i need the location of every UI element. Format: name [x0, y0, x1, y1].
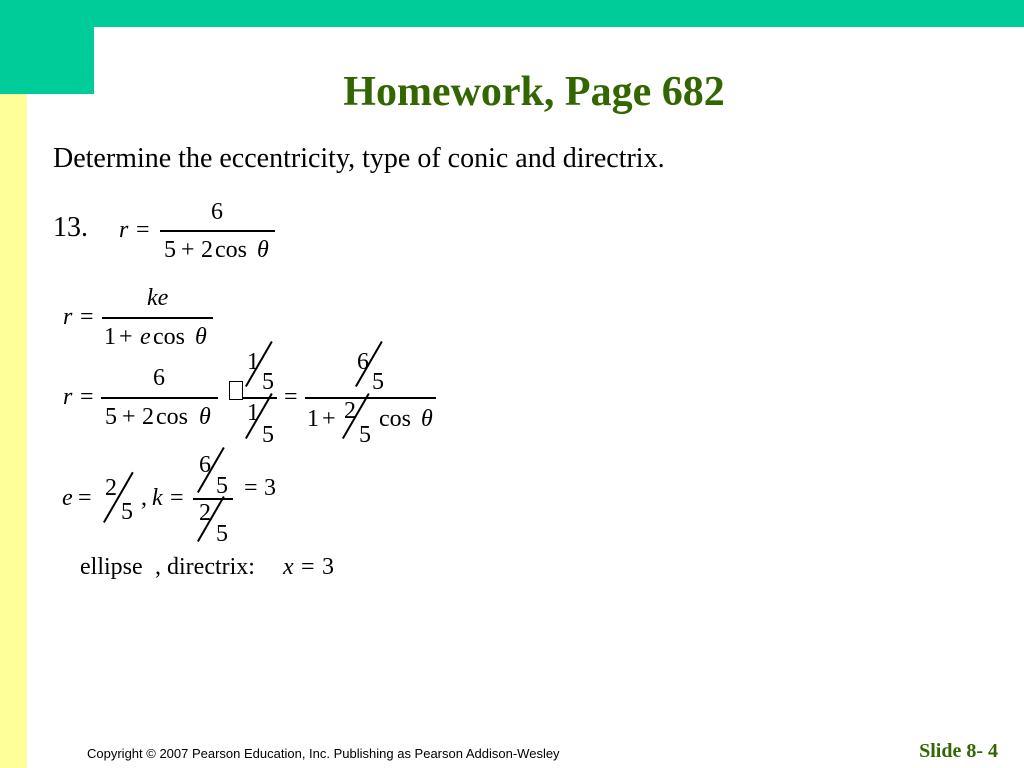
- numerator: 6: [211, 199, 223, 225]
- e-denominator-5: 5: [121, 499, 133, 525]
- copyright-footer: Copyright © 2007 Pearson Education, Inc. Publishing as Pearson Addison-Wesley: [87, 746, 560, 761]
- inner-numerator-1: 1: [247, 349, 259, 375]
- plus-sign: +: [119, 324, 133, 350]
- theta: θ: [257, 237, 269, 263]
- denominator-5: 5: [164, 237, 176, 263]
- k-numerator-6: 6: [199, 452, 211, 478]
- plus-sign: +: [322, 406, 336, 432]
- e-numerator-2: 2: [105, 475, 117, 501]
- inner-denominator-5: 5: [262, 369, 274, 395]
- slide-number: Slide 8- 4: [919, 740, 998, 762]
- inner-denominator-5: 5: [262, 422, 274, 448]
- cos-text: cos: [215, 237, 247, 263]
- equals-sign: =: [301, 554, 315, 580]
- equals-sign: =: [78, 485, 92, 511]
- var-e: e: [62, 485, 73, 511]
- slide-title: Homework, Page 682: [343, 69, 725, 115]
- coefficient-2: 2: [201, 237, 213, 263]
- multiply-symbol: [229, 381, 243, 400]
- k-result-3: 3: [264, 475, 276, 501]
- conic-type: ellipse: [80, 554, 143, 580]
- var-e: e: [140, 324, 151, 350]
- directrix-label: , directrix:: [155, 554, 255, 580]
- inner-denominator-5: 5: [359, 422, 371, 448]
- directrix-value: 3: [322, 554, 334, 580]
- k-den-denominator-5: 5: [216, 521, 228, 547]
- equals-sign: =: [244, 475, 258, 501]
- denominator-5: 5: [105, 404, 117, 430]
- cos-text: cos: [379, 406, 411, 432]
- numerator-ke: ke: [147, 285, 169, 311]
- cos-text: cos: [156, 404, 188, 430]
- numerator: 6: [153, 365, 165, 391]
- fraction-bar: [101, 397, 218, 399]
- var-k: k: [152, 485, 163, 511]
- inner-numerator-1: 1: [247, 400, 259, 426]
- k-num-denominator-5: 5: [216, 473, 228, 499]
- top-accent-band: [0, 0, 1024, 27]
- var-r: r: [63, 384, 73, 410]
- coefficient-2: 2: [142, 404, 154, 430]
- var-r: r: [63, 304, 73, 330]
- cos-text: cos: [153, 324, 185, 350]
- fraction-bar: [305, 397, 436, 399]
- plus-sign: +: [181, 237, 195, 263]
- denominator-1: 1: [104, 324, 116, 350]
- theta: θ: [199, 404, 211, 430]
- equals-sign: =: [284, 384, 298, 410]
- inner-denominator-5: 5: [372, 369, 384, 395]
- var-x: x: [283, 554, 294, 580]
- fraction-bar: [102, 317, 213, 319]
- equals-sign: =: [136, 217, 150, 243]
- equals-sign: =: [80, 384, 94, 410]
- theta: θ: [421, 406, 433, 432]
- inner-numerator-2: 2: [344, 398, 356, 424]
- left-accent-band: [0, 94, 27, 768]
- inner-numerator-6: 6: [357, 349, 369, 375]
- comma: ,: [141, 485, 147, 511]
- problem-number: 13.: [53, 212, 88, 243]
- denominator-1: 1: [307, 406, 319, 432]
- equals-sign: =: [170, 485, 184, 511]
- plus-sign: +: [122, 404, 136, 430]
- problem-prompt: Determine the eccentricity, type of conic and directrix.: [53, 143, 665, 174]
- fraction-bar: [160, 230, 275, 232]
- theta: θ: [195, 324, 207, 350]
- k-denominator-2: 2: [199, 500, 211, 526]
- var-r: r: [119, 217, 129, 243]
- equals-sign: =: [80, 304, 94, 330]
